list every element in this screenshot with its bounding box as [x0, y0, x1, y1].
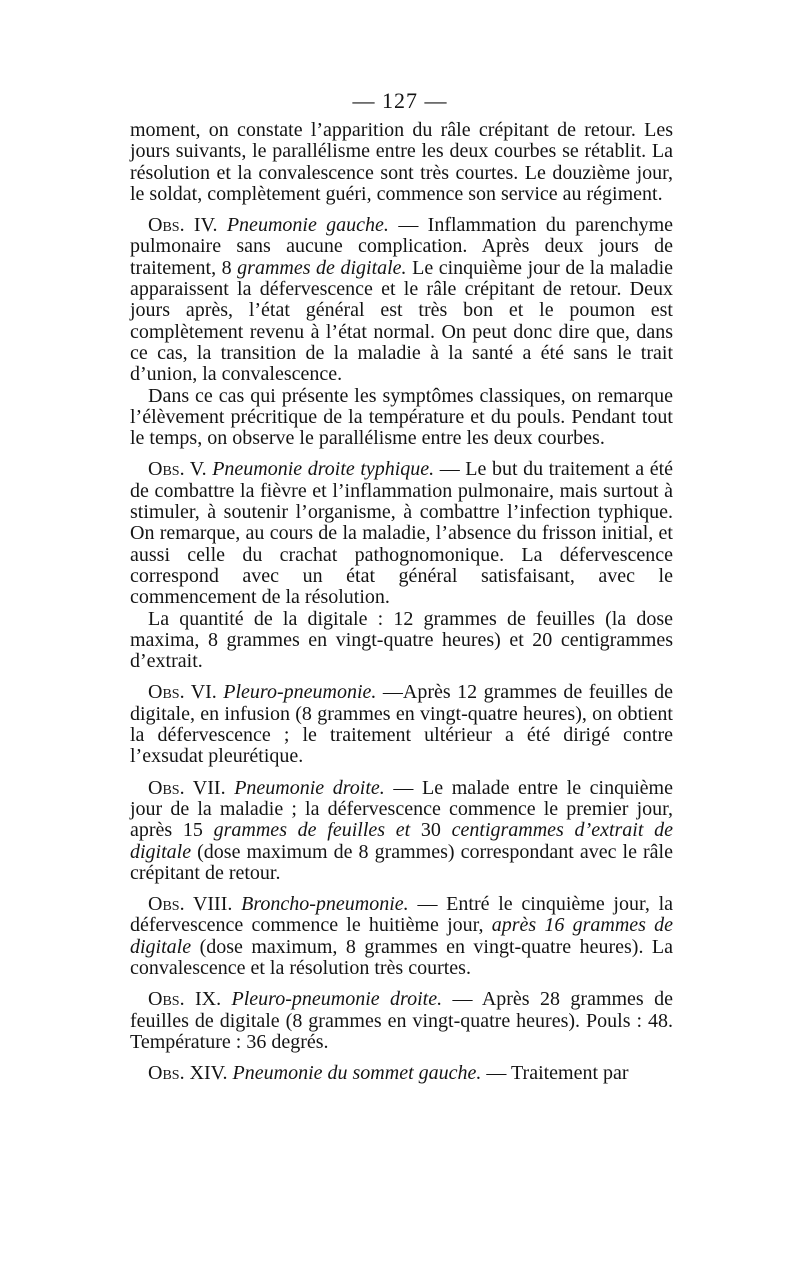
- paragraph-text: — Le but du traitement a été de combattre la fièvre et l’inflammation pulmonaire, mais surtout à stimuler, à soutenir l’organisme, à combattre l’infection typhique. On remarque, au cours de la maladie, l’absence du frisson initial, et aussi celle du crachat pathognomonique. La défervescence correspond avec un état général satisfaisant, avec le commencement de la résolution.: [130, 458, 674, 609]
- paragraph-text: — Entré le cinquième jour, la défervescence commence le huitième jour,: [130, 893, 674, 937]
- observation-title: Broncho-pneumonie.: [241, 893, 409, 916]
- observation-label: Obs. VII.: [148, 776, 226, 799]
- paragraph-text: — Traitement par: [486, 1062, 629, 1085]
- observation-ix: [130, 989, 673, 1053]
- observation-label: Obs. V.: [148, 458, 207, 481]
- observation-v: [130, 459, 673, 608]
- paragraph-text: Dans ce cas qui présente les symptômes classiques, on remarque l’élèvement précritique de la température et du pouls. Pendant tout le temps, on observe le parallélisme entre les deux courbes.: [130, 384, 673, 450]
- observation-xiv: [130, 1063, 673, 1084]
- observation-label: Obs. VI.: [148, 681, 217, 704]
- paragraph-text: — Inflammation du parenchyme pulmonaire sans aucune complication. Après deux jours de traitement, 8: [130, 214, 673, 279]
- emphasis-text: après 16 grammes de digitale: [130, 914, 673, 958]
- observation-title: Pneumonie gauche.: [226, 214, 389, 237]
- paragraph-text: Le cinquième jour de la maladie apparaissent la défervescence et le râle crépitant de retour. Deux jours après, l’état général est très bon et le poumon est complètement revenu à l’état normal. On peut donc dire que, dans ce cas, la transition de la maladie à la santé a été sans le trait d’union, la convalescence.: [130, 256, 674, 386]
- paragraph-text: —Après 12 grammes de feuilles de digitale, en infusion (8 grammes en vingt-quatre heures), on obtient la défervescence ; le traitement ultérieur a été dirigé contre l’exsudat pleurétique.: [130, 681, 673, 768]
- page-number: — 127 —: [352, 88, 448, 113]
- paragraph-commentary: [130, 386, 673, 450]
- paragraph-continuation: [130, 120, 673, 205]
- observation-title: Pneumonie droite typhique.: [212, 458, 435, 481]
- observation-title: Pneumonie du sommet gauche.: [232, 1062, 482, 1085]
- emphasis-text: centigrammes d’extrait de digitale: [130, 819, 674, 863]
- observation-title: Pneumonie droite.: [234, 776, 385, 799]
- paragraph-dosage: [130, 609, 673, 673]
- observation-iv: [130, 215, 673, 385]
- paragraph-text: moment, on constate l’apparition du râle crépitant de retour. Les jours suivants, le parallélisme entre les deux courbes se rétablit. La résolution et la convalescence sont très courtes. Le douzième jour, le soldat, complètement guéri, commence son service au régiment.: [130, 119, 673, 205]
- paragraph-text: — Le malade entre le cinquième jour de la maladie ; la défervescence commence le premier jour, après 15: [130, 776, 673, 842]
- emphasis-text: grammes de feuilles et: [213, 819, 411, 842]
- emphasis-text: grammes de digitale.: [237, 256, 407, 279]
- paragraph-text: La quantité de la digitale : 12 grammes de feuilles (la dose maxima, 8 grammes en vingt-quatre heures) et 20 centigrammes d’extrait.: [130, 607, 673, 673]
- observation-vi: [130, 682, 673, 767]
- paragraph-text: (dose maximum de 8 grammes) correspondant avec le râle crépitant de retour.: [130, 840, 673, 884]
- paragraph-text: (dose maximum, 8 grammes en vingt-quatre heures). La convalescence et la résolution très courtes.: [130, 935, 673, 979]
- observation-title: Pleuro-pneumonie droite.: [231, 988, 443, 1011]
- body-text: [130, 120, 673, 1084]
- observation-vii: [130, 778, 673, 884]
- observation-title: Pleuro-pneumonie.: [223, 681, 377, 704]
- paragraph-text: — Après 28 grammes de feuilles de digitale (8 grammes en vingt-quatre heures). Pouls : 48. Température : 36 degrés.: [130, 988, 674, 1053]
- observation-label: Obs. XIV.: [148, 1062, 228, 1085]
- observation-label: Obs. VIII.: [148, 893, 233, 916]
- observation-label: Obs. IV.: [148, 214, 218, 237]
- paragraph-text: 30: [420, 819, 441, 842]
- observation-label: Obs. IX.: [148, 988, 222, 1011]
- observation-viii: [130, 894, 673, 979]
